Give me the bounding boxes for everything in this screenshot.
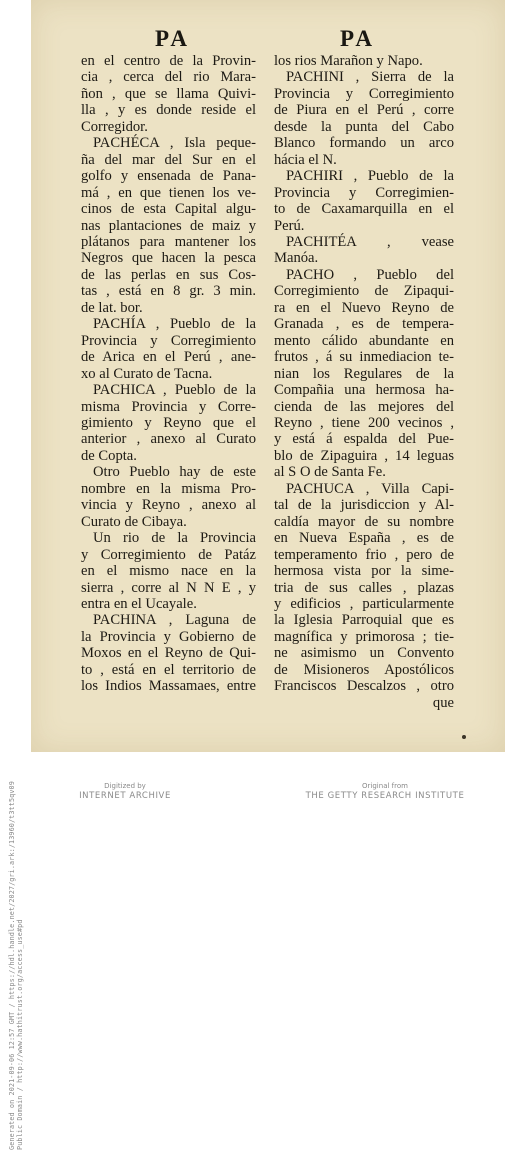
text-line: de Piura en el Perú , corre	[274, 102, 454, 119]
text-line: Perú.	[274, 217, 305, 234]
text-line: temperamento frio , pero de	[274, 546, 454, 563]
text-line: tria de sus calles , plazas	[274, 579, 454, 596]
text-line: de lat. bor.	[81, 299, 143, 316]
text-line: desde la punta del Cabo	[274, 118, 454, 135]
text-line: entra en el Ucayale.	[81, 595, 197, 612]
text-line: frutos , á su inmediacion te-	[274, 349, 454, 366]
right-text-column	[274, 53, 454, 711]
text-line: misma Provincia y Corre-	[81, 398, 256, 415]
text-line: hermosa vista por la sime-	[274, 563, 454, 580]
text-line: má , en que tienen los ve-	[81, 184, 256, 201]
text-line: de Arica en el Perú , ane-	[81, 349, 256, 366]
text-line: Granada , es de tempera-	[274, 316, 454, 333]
text-line: la Provincia y Gobierno de	[81, 628, 256, 645]
text-line: al S O de Santa Fe.	[274, 464, 386, 481]
running-head-right: PA	[340, 26, 375, 51]
text-line: ña del mar del Sur en el	[81, 151, 256, 168]
footer-digitized-by	[70, 782, 180, 801]
text-line: y edificios , particularmente	[274, 595, 454, 612]
text-line: los rios Marañon y Napo.	[274, 53, 423, 69]
text-line: PACHICA , Pueblo de la	[93, 382, 256, 399]
text-line: anterior , anexo al Curato	[81, 431, 256, 448]
text-line: caldía mayor de su nombre	[274, 513, 454, 530]
text-line: y está á espalda del Pue-	[274, 431, 454, 448]
text-line: cinos de esta Capital algu-	[81, 201, 256, 218]
text-line: to de Caxamarquilla en el	[274, 201, 454, 218]
text-line: Provincia y Corregimien-	[274, 184, 454, 201]
text-line: xo al Curato de Tacna.	[81, 365, 213, 382]
text-line: nombre en la misma Pro-	[81, 480, 256, 497]
text-line: en el centro de la Provin-	[81, 53, 256, 69]
footer-getty: THE GETTY RESEARCH INSTITUTE	[305, 791, 465, 801]
text-line: sierra , corre al N N E , y	[81, 579, 256, 596]
text-line: lla , y es donde reside el	[81, 102, 256, 119]
text-line: cienda de las mejores del	[274, 398, 454, 415]
text-line: y Corregimiento de Patáz	[81, 546, 256, 563]
stamp-line-generated: Generated on 2021-09-06 12:57 GMT / https://hdl.handle.net/2027/gri.ark:/13960/t3tt5qv09	[8, 781, 16, 1150]
footer-digitized-label: Digitized by	[104, 782, 146, 790]
text-line: ne asimismo un Convento	[274, 645, 454, 662]
text-line: golfo y ensenada de Pana-	[81, 168, 256, 185]
text-line: Compañia una hermosa ha-	[274, 382, 454, 399]
text-line: en el mismo nace en la	[81, 563, 256, 580]
text-line: la Iglesia Parroquial que es	[274, 612, 454, 629]
running-head-left: PA	[155, 26, 190, 51]
text-line: Provincia y Corregimiento	[274, 85, 454, 102]
text-line: plátanos para mantener los	[81, 233, 256, 250]
text-line: Manóa.	[274, 250, 319, 267]
ink-speck	[462, 735, 466, 739]
text-line: PACHINA , Laguna de	[93, 612, 256, 629]
text-line: Provincia y Corregimiento	[81, 332, 256, 349]
text-line: nas plantaciones de maiz y	[81, 217, 256, 234]
text-line: Corregimiento de Zipaqui-	[274, 283, 454, 300]
text-line: PACHIRI , Pueblo de la	[286, 168, 454, 185]
text-line: PACHÉCA , Isla peque-	[93, 135, 256, 152]
text-line: Otro Pueblo hay de este	[93, 464, 256, 481]
text-line: en Nueva España , es de	[274, 530, 454, 547]
text-line: PACHITÉA , vease	[286, 233, 454, 250]
text-line: ra en el Nuevo Reyno de	[274, 299, 454, 316]
text-line: nian los Regulares de la	[274, 365, 454, 382]
text-line: Moxos en el Reyno de Qui-	[81, 645, 256, 662]
text-line: de Copta.	[81, 447, 137, 464]
text-line: ñon , que se llama Quivi-	[81, 85, 256, 102]
text-line: magnífica y primorosa ; tie-	[274, 628, 454, 645]
stamp-line-license: Public Domain / http://www.hathitrust.org/access_use#pd	[16, 919, 24, 1150]
provenance-stamp	[0, 360, 26, 1150]
text-line: Un rio de la Provincia	[93, 530, 256, 547]
text-line: Negros que hacen la pesca	[81, 250, 256, 267]
text-line: vincia y Reyno , anexo al	[81, 497, 256, 514]
text-line: hácia el N.	[274, 151, 337, 168]
text-line: los Indios Massamaes, entre	[81, 678, 256, 695]
text-line: PACHINI , Sierra de la	[286, 69, 454, 86]
footer-original-label: Original from	[362, 782, 408, 790]
text-line: PACHO , Pueblo del	[286, 266, 454, 283]
text-line: cia , cerca del rio Mara-	[81, 69, 256, 86]
text-line: PACHUCA , Villa Capi-	[286, 480, 454, 497]
footer-internet-archive: INTERNET ARCHIVE	[79, 791, 171, 801]
footer-original-from	[290, 782, 480, 801]
text-line: blo de Zipaguira , 14 leguas	[274, 447, 454, 464]
text-line: de Misioneros Apostólicos	[274, 661, 454, 678]
text-line: Corregidor.	[81, 118, 148, 135]
text-line: tal de la jurisdiccion y Al-	[274, 497, 454, 514]
text-line: Blanco formando un arco	[274, 135, 454, 152]
text-line: de las perlas en sus Cos-	[81, 266, 256, 283]
text-line: Franciscos Descalzos , otro	[274, 678, 454, 695]
text-line: PACHÍA , Pueblo de la	[93, 316, 256, 333]
text-line: Reyno , tiene 200 vecinos ,	[274, 414, 454, 431]
left-text-column	[81, 53, 256, 695]
text-line: gimiento y Reyno que el	[81, 414, 256, 431]
text-line: mento cálido abundante en	[274, 332, 454, 349]
text-line: to , está en el territorio de	[81, 661, 256, 678]
text-line: tas , está en 8 gr. 3 min.	[81, 283, 256, 300]
text-line: que	[432, 694, 454, 711]
text-line: Curato de Cibaya.	[81, 513, 187, 530]
